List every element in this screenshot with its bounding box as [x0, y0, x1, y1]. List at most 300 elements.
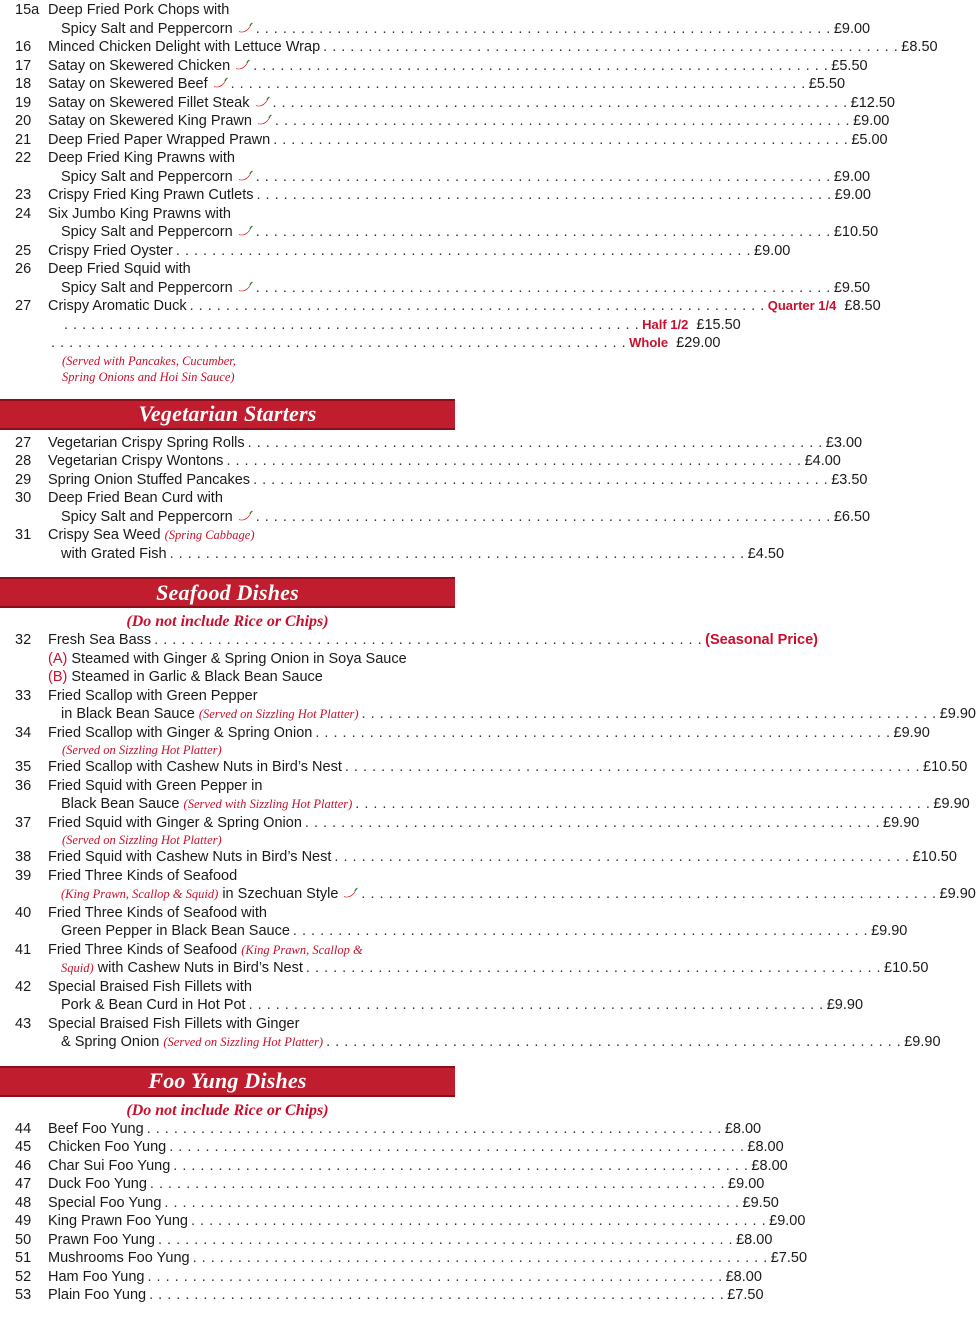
menu-item: [0, 1286, 764, 1305]
menu-item: [0, 334, 721, 353]
item-number: 42: [15, 978, 32, 995]
menu-item: [0, 631, 818, 650]
section-title: Seafood Dishes: [156, 579, 299, 605]
item-name-group: [48, 260, 191, 279]
item-name-group: [48, 1249, 190, 1268]
item-text: [48, 1, 449, 20]
item-name: Char Sui Foo Yung: [48, 1157, 171, 1174]
item-price: £9.90: [933, 796, 970, 812]
item-text: [48, 1231, 773, 1250]
item-number: 24: [15, 205, 32, 222]
item-text: [48, 1286, 764, 1305]
item-name: Fried Squid with Ginger & Spring Onion: [48, 814, 302, 831]
item-price: £9.90: [893, 724, 930, 741]
item-name: Duck Foo Yung: [48, 1176, 147, 1192]
item-text: [48, 242, 791, 261]
menu-item: [0, 705, 976, 724]
leader-dots: . . . . . . . . . . . . . . . . . . . . . . . . . . . . . . . . . . . . . . . . . . . . . . . . . . . . . . . . . . . . . . . .: [192, 1250, 768, 1266]
item-number: 41: [15, 941, 32, 958]
item-name: Deep Fried Pork Chops with: [48, 2, 230, 18]
item-name: Crispy Sea Weed: [48, 527, 161, 543]
item-name: Satay on Skewered King Prawn: [48, 113, 252, 129]
item-price: £4.00: [804, 453, 841, 469]
item-text: [61, 705, 976, 724]
item-price: £15.50: [696, 316, 741, 333]
menu-item: [0, 996, 864, 1015]
leader-dots: . . . . . . . . . . . . . . . . . . . . . . . . . . . . . . . . . . . . . . . . . . . . . . . . . . . . . . . . . . . . . . . .: [304, 814, 881, 831]
item-name-group: [48, 434, 245, 453]
portion-label: Half 1/2: [642, 316, 689, 332]
item-price: £3.50: [831, 471, 868, 488]
item-text: [61, 996, 864, 1015]
item-text: [48, 94, 895, 113]
seafood-list: [0, 687, 976, 1052]
item-text: [61, 279, 871, 298]
leader-dots: . . . . . . . . . . . . . . . . . . . . . . . . . . . . . . . . . . . . . . . . . . . . . . . . . . . . . . . . . . . . . . . .: [361, 706, 937, 722]
item-price: £8.00: [736, 1231, 773, 1248]
leader-dots: . . . . . . . . . . . . . . . . . . . . . . . . . . . . . . . . . . . . . . . . . . . . . . . . . . . . . . . . . . . . . . . .: [189, 298, 765, 314]
menu-item: [0, 38, 938, 57]
menu-item: [0, 724, 930, 743]
menu-item: [0, 186, 871, 205]
item-price: £10.50: [884, 960, 929, 976]
note-line: [0, 742, 455, 758]
item-name: with Cashew Nuts in Bird’s Nest: [97, 960, 303, 976]
item-name: Fried Scallop with Green Pepper: [48, 687, 258, 704]
item-name: Green Pepper in Black Bean Sauce: [61, 923, 290, 939]
chili-icon: [237, 170, 253, 182]
chili-icon: [237, 225, 253, 237]
menu-item: [0, 279, 871, 298]
item-number: 46: [15, 1157, 32, 1174]
item-price: £3.00: [825, 434, 863, 451]
item-name: Deep Fried Bean Curd with: [48, 490, 223, 506]
item-price: £4.50: [747, 545, 785, 562]
item-name: Spicy Salt and Peppercorn: [61, 20, 233, 37]
item-price: £9.90: [939, 706, 976, 722]
leader-dots: . . . . . . . . . . . . . . . . . . . . . . . . . . . . . . . . . . . . . . . . . . . . . . . . . . . . . . . . . . . . . . . .: [146, 1120, 722, 1137]
section-subtitle: (Do not include Rice or Chips): [126, 613, 329, 630]
item-name-group: [48, 1157, 170, 1176]
item-name-group: [48, 1120, 144, 1139]
item-name-group: [48, 1231, 155, 1250]
menu-item: [0, 112, 890, 131]
item-text: [48, 777, 449, 796]
item-number: 45: [15, 1139, 32, 1155]
menu-item: [0, 1157, 788, 1176]
item-text: [61, 885, 976, 904]
menu-item: [0, 1015, 455, 1034]
item-text: [61, 545, 785, 564]
item-price: £10.50: [912, 849, 957, 865]
item-text: [48, 489, 449, 508]
item-text: [48, 452, 841, 471]
item-price: £8.50: [844, 298, 881, 314]
item-name-group: [48, 57, 250, 76]
item-text: [48, 1015, 449, 1034]
item-price: £8.50: [901, 39, 938, 55]
leader-dots: . . . . . . . . . . . . . . . . . . . . . . . . . . . . . . . . . . . . . . . . . . . . . . . . . . . . . . . . . . . . . . . .: [344, 759, 921, 775]
duck-note-line: Spring Onions and Hoi Sin Sauce): [62, 369, 235, 384]
item-price: £12.50: [850, 94, 895, 111]
item-name-group: [48, 489, 223, 508]
section-subtitle: (Do not include Rice or Chips): [126, 1101, 329, 1119]
leader-dots: . . . . . . . . . . . . . . . . . . . . . . . . . . . . . . . . . . . . . . . . . . . . . . . . . . . . . . . . . . . . . . . .: [255, 279, 831, 296]
portion-label: Whole: [629, 335, 669, 350]
item-price: £9.90: [904, 1034, 941, 1050]
item-name-group: [48, 297, 187, 316]
item-price: £9.00: [754, 242, 791, 259]
item-name: Plain Foo Yung: [48, 1287, 147, 1303]
menu-item: [0, 260, 455, 279]
item-name: Spicy Salt and Peppercorn: [61, 508, 233, 525]
item-text: [48, 205, 449, 224]
item-name: Deep Fried Squid with: [48, 261, 191, 277]
item-text: [61, 959, 929, 978]
chili-icon: [237, 281, 253, 293]
item-price: £9.00: [853, 113, 890, 129]
item-name: King Prawn Foo Yung: [48, 1213, 188, 1229]
item-number: 16: [15, 39, 32, 55]
item-name: Pork & Bean Curd in Hot Pot: [61, 997, 246, 1013]
leader-dots: . . . . . . . . . . . . . . . . . . . . . . . . . . . . . . . . . . . . . . . . . . . . . . . . . . . . . . . . . . . . . . . .: [248, 997, 824, 1013]
item-note: (King Prawn, Scallop & Squid): [61, 887, 219, 901]
leader-dots: . . . . . . . . . . . . . . . . . . . . . . . . . . . . . . . . . . . . . . . . . . . . . . . . . . . . . . . . . . . . . . . .: [157, 1231, 734, 1248]
item-name: Crispy Fried King Prawn Cutlets: [48, 187, 254, 203]
chili-icon: [254, 96, 270, 108]
item-price: £9.90: [826, 997, 864, 1013]
menu-item: [0, 1138, 784, 1157]
item-price: £9.90: [883, 814, 920, 831]
item-price: £8.00: [751, 1157, 788, 1174]
menu-item: [0, 316, 741, 335]
leader-dots: . . . . . . . . . . . . . . . . . . . . . . . . . . . . . . . . . . . . . . . . . . . . . . . . . . . . . . . . . . . . . . . .: [272, 94, 848, 111]
item-text: [61, 795, 970, 814]
menu-item: [0, 1175, 765, 1194]
menu-item: [0, 223, 879, 242]
item-price: £29.00: [676, 335, 721, 351]
leader-dots: . . . . . . . . . . . . . . . . . . . . . . . . . . . . . . . . . . . . . . . . . . . . . . . . . . . . . . . . . . . . . . . .: [323, 39, 899, 55]
option-text: Steamed with Ginger & Spring Onion in Soya Sauce: [71, 650, 407, 667]
item-name-group: [61, 508, 253, 527]
item-text: [48, 334, 721, 353]
item-number: 27: [15, 298, 32, 314]
item-name: Six Jumbo King Prawns with: [48, 205, 231, 222]
item-price: £9.90: [871, 923, 908, 939]
item-text: [48, 38, 938, 57]
item-name: Fried Three Kinds of Seafood: [48, 941, 238, 958]
item-number: 36: [15, 777, 32, 794]
item-name: Fried Scallop with Cashew Nuts in Bird’s Nest: [48, 759, 342, 775]
item-price: £6.50: [833, 508, 871, 525]
item-name: Fried Three Kinds of Seafood: [48, 867, 238, 884]
item-name-group: [61, 545, 167, 564]
item-name: Chicken Foo Yung: [48, 1139, 167, 1155]
leader-dots: . . . . . . . . . . . . . . . . . . . . . . . . . . . . . . . . . . . . . . . . . . . . . . . . . . . . . . . . . . . . . . . .: [253, 471, 829, 488]
menu-item: [0, 687, 455, 706]
item-note: (Served on Sizzling Hot Platter): [163, 1035, 324, 1049]
leader-dots: . . . . . . . . . . . . . . . . . . . . . . . . . . . . . . . . . . . . . . . . . . . . . . . . . . . . . . . . . . . . . . . .: [305, 960, 882, 976]
item-name: Fried Squid with Cashew Nuts in Bird’s Nest: [48, 849, 332, 865]
section-title: Foo Yung Dishes: [148, 1068, 307, 1093]
menu-item: [0, 1268, 762, 1287]
chili-icon: [256, 114, 272, 126]
item-name: Mushrooms Foo Yung: [48, 1250, 190, 1266]
leader-dots: . . . . . . . . . . . . . . . . . . . . . . . . . . . . . . . . . . . . . . . . . . . . . . . . . . . . . . . . . . . . . . . .: [326, 1034, 902, 1050]
item-name: Crispy Aromatic Duck: [48, 298, 187, 314]
item-number: 29: [15, 471, 32, 488]
menu-item: [0, 777, 455, 796]
item-name-group: [61, 20, 253, 39]
leader-dots: . . . . . . . . . . . . . . . . . . . . . . . . . . . . . . . . . . . . . . . . . . . . . . . . . . . . . . . . . . . . . . . .: [253, 57, 829, 74]
item-text: [48, 471, 868, 490]
option-line: [0, 668, 455, 687]
menu-item: [0, 885, 976, 904]
item-name: Spicy Salt and Peppercorn: [61, 224, 233, 240]
item-name-group: [61, 922, 290, 941]
item-text: [48, 186, 871, 205]
menu-item: [0, 795, 970, 814]
leader-dots: . . . . . . . . . . . . . . . . . . . . . . . . . . . . . . . . . . . . . . . . . . . . . . . . . . . . . . . . . . . . . . . .: [173, 1157, 749, 1174]
leader-dots: . . . . . . . . . . . . . . . . . . . . . . . . . . . . . . . . . . . . . . . . . . . . . . . . . . . . . . . . . . . . . . . .: [149, 1176, 726, 1192]
item-name-group: [48, 687, 258, 706]
item-name-group: [48, 205, 231, 224]
item-name: Ham Foo Yung: [48, 1268, 145, 1285]
section-header-seafood: [0, 577, 455, 608]
menu-item: [0, 1, 455, 20]
item-number: 15a: [15, 2, 40, 18]
item-price: £7.50: [770, 1250, 808, 1266]
item-number: 21: [15, 131, 32, 148]
item-number: 22: [15, 150, 32, 166]
leader-dots: . . . . . . . . . . . . . . . . . . . . . . . . . . . . . . . . . . . . . . . . . . . . . . . . . . . . . . . . . . . . . . . .: [255, 20, 831, 37]
note-line: [0, 832, 455, 848]
item-name-group: [48, 724, 312, 743]
menu-item: [0, 1212, 806, 1231]
item-name-group: [48, 112, 272, 131]
item-text: [48, 1212, 806, 1231]
leader-dots: . . . . . . . . . . . . . . . . . . . . . . . . . . . . . . . . . . . . . . . . . . . . . . . . . . . . . . . . . . . . . . . .: [230, 76, 806, 92]
menu-item: [0, 168, 871, 187]
item-number: 52: [15, 1268, 32, 1285]
item-name-group: [61, 279, 253, 298]
item-name-group: [48, 1, 229, 20]
leader-dots: . . . . . . . . . . . . . . . . . . . . . . . . . . . . . . . . . . . . . . . . . . . . . . . . . . . . . . . . . . . . . . . .: [292, 923, 869, 939]
item-name-group: [48, 1286, 146, 1305]
item-name-group: [48, 1138, 166, 1157]
item-text: [48, 1249, 808, 1268]
item-text: [48, 149, 449, 168]
menu-item: [0, 57, 868, 76]
item-number: 20: [15, 113, 32, 129]
item-name-group: [61, 996, 246, 1015]
chili-icon: [237, 22, 253, 34]
menu-item: [0, 814, 920, 833]
option-line: [0, 650, 455, 669]
leader-dots: . . . . . . . . . . . . . . . . . . . . . . . . . . . . . . . . . . . . . . . . . . . . . . . . . . . . . . . . . . . . . . . .: [226, 453, 802, 469]
item-text: [48, 75, 846, 94]
menu-item: [0, 922, 908, 941]
item-name: Vegetarian Crispy Spring Rolls: [48, 434, 245, 451]
item-text: [48, 1157, 788, 1176]
portion-label: Quarter 1/4: [767, 298, 837, 313]
item-name: Special Braised Fish Fillets with Ginger: [48, 1015, 300, 1032]
item-name-group: [48, 186, 254, 205]
item-name: Special Foo Yung: [48, 1194, 162, 1211]
item-number: 51: [15, 1250, 32, 1266]
leader-dots: . . . . . . . . . . . . . . . . . . . . . . . . . . . . . . . . . . . . . . . . . . . . . . . . . . . . . . . . . . . . . . . .: [334, 849, 910, 865]
item-note: (Served on Sizzling Hot Platter): [62, 833, 222, 847]
item-number: 48: [15, 1194, 32, 1211]
item-text: [61, 922, 908, 941]
menu-item: [0, 94, 895, 113]
item-text: [61, 508, 871, 527]
item-name-group: [61, 168, 253, 187]
option-letter: (B): [48, 669, 68, 685]
item-number: 37: [15, 814, 32, 831]
duck-note-line: (Served with Pancakes, Cucumber,: [62, 353, 236, 368]
item-price: £10.50: [923, 759, 968, 775]
menu-item: [0, 452, 841, 471]
item-number: 26: [15, 261, 32, 277]
item-name: Fried Three Kinds of Seafood with: [48, 904, 267, 921]
item-price: £9.00: [769, 1213, 806, 1229]
option-text: Steamed in Garlic & Black Bean Sauce: [71, 669, 323, 685]
item-number: 33: [15, 687, 32, 704]
item-number: 43: [15, 1015, 32, 1032]
chili-icon: [212, 77, 228, 89]
item-text: [48, 687, 449, 706]
item-price: £9.00: [834, 187, 871, 203]
item-name-group: [61, 795, 352, 814]
item-name-group: [48, 867, 237, 886]
item-text: [48, 1175, 765, 1194]
menu-item: [0, 867, 455, 886]
item-name: Fried Squid with Green Pepper in: [48, 777, 263, 794]
menu-item: [0, 1249, 808, 1268]
chili-icon: [237, 510, 253, 522]
item-text: [48, 260, 449, 279]
menu-item: [0, 131, 888, 150]
item-text: [48, 1120, 762, 1139]
item-price: £8.00: [725, 1268, 762, 1285]
item-name-group: [61, 959, 303, 978]
item-text: [48, 814, 920, 833]
menu-item: [0, 1194, 779, 1213]
item-text: [48, 1268, 762, 1287]
item-price: £10.50: [833, 224, 879, 240]
item-note: (Served on Sizzling Hot Platter): [198, 707, 359, 721]
menu-item: [0, 848, 957, 867]
item-name: Fried Scallop with Ginger & Spring Onion: [48, 724, 313, 741]
leader-dots: . . . . . . . . . . . . . . . . . . . . . . . . . . . . . . . . . . . . . . . . . . . . . . . . . . . . . . . . . . . . . . . .: [149, 1287, 725, 1303]
leader-dots: . . . . . . . . . . . . . . . . . . . . . . . . . . . . . . . . . . . . . . . . . . . . . . . . . . . . . . . . . . . . . . . .: [361, 886, 937, 902]
leader-dots: . . . . . . . . . . . . . . . . . . . . . . . . . . . . . . . . . . . . . . . . . . . . . . . . . . . . . . . . . . . . . . . .: [51, 335, 627, 351]
item-name: Spicy Salt and Peppercorn: [61, 168, 233, 185]
menu-item: [0, 434, 863, 453]
item-name-group: [48, 941, 363, 960]
item-number: 23: [15, 187, 32, 203]
item-name: Deep Fried King Prawns with: [48, 150, 235, 166]
leader-dots: . . . . . . . . . . . . . . . . . . . . . . . . . . . . . . . . . . . . . . . . . . . . . . . . . . . . . . . . . . . . . . . .: [147, 1268, 723, 1285]
duck-note: [0, 353, 455, 385]
menu-item: [0, 471, 868, 490]
item-name-group: [61, 705, 359, 724]
item-name: Minced Chicken Delight with Lettuce Wrap: [48, 39, 321, 55]
item-price: £7.50: [727, 1287, 764, 1303]
item-number: 30: [15, 490, 32, 506]
leader-dots: . . . . . . . . . . . . . . . . . . . . . . . . . . . . . . . . . . . . . . . . . . . . . . . . . . . . . . . . . . . . . . . .: [247, 434, 823, 451]
item-name-group: [61, 223, 253, 242]
item-name: Deep Fried Paper Wrapped Prawn: [48, 131, 271, 148]
item-note: (Spring Cabbage): [164, 528, 255, 542]
leader-dots: . . . . . . . . . . . . . . . . . . . . . . . . . . . . . . . . . . . . . . . . . . . . . . . . . . . . . . . . . . . . . . . .: [274, 113, 851, 129]
item-price: £5.50: [808, 76, 846, 92]
item-name: Prawn Foo Yung: [48, 1231, 155, 1248]
leader-dots: . . . . . . . . . . . . . . . . . . . . . . . . . . . . . . . . . . . . . . . . . . . . . . . . . . . . . . . . . . . . . . . .: [64, 316, 640, 333]
section-title: Vegetarian Starters: [138, 401, 317, 426]
item-text: [48, 57, 868, 76]
item-name: & Spring Onion: [61, 1034, 160, 1050]
menu-item: [0, 1231, 773, 1250]
item-name-group: [48, 848, 331, 867]
item-text: [61, 1033, 941, 1052]
item-number: 31: [15, 527, 32, 543]
starters-list: [0, 1, 938, 353]
item-name-group: [48, 242, 173, 261]
menu-item: [0, 149, 455, 168]
item-price: £9.50: [742, 1194, 779, 1211]
item-name: Fresh Sea Bass: [48, 632, 152, 648]
chili-icon: [234, 59, 250, 71]
item-name-group: [48, 1268, 144, 1287]
item-text: [48, 941, 449, 960]
item-name-group: [48, 94, 270, 113]
menu-item: [0, 297, 881, 316]
item-number: 25: [15, 242, 32, 259]
menu-item: [0, 205, 455, 224]
item-price: £9.90: [939, 886, 976, 902]
item-text: [48, 758, 968, 777]
item-number: 50: [15, 1231, 32, 1248]
item-name: Crispy Fried Oyster: [48, 242, 173, 259]
leader-dots: . . . . . . . . . . . . . . . . . . . . . . . . . . . . . . . . . . . . . . . . . . . . . . . . . . . . . . . . . . . . . . . .: [169, 1139, 745, 1155]
item-price: £8.00: [724, 1120, 762, 1137]
leader-dots: . . . . . . . . . . . . . . . . . . . . . . . . . . . . . . . . . . . . . . . . . . . . . . . . . . . . . . . . . . . . . . . .: [255, 508, 831, 525]
item-price: £9.00: [833, 20, 871, 37]
leader-dots: . . . . . . . . . . . . . . . . . . . . . . . . . . . . . . . . . . . . . . . . . . . . . . . . . . . . . . . . . . . . . . . .: [175, 242, 752, 259]
item-name-group: [48, 904, 267, 923]
item-note: (Served with Sizzling Hot Platter): [183, 797, 353, 811]
leader-dots: . . . . . . . . . . . . . . . . . . . . . . . . . . . . . . . . . . . . . . . . . . . . . . . . . . . . . . . . . . . . . . . .: [191, 1213, 767, 1229]
leader-dots: . . . . . . . . . . . . . . . . . . . . . . . . . . . . . . . . . . . . . . . . . . . . . . . . . . . . . . . . . . . . . . . .: [255, 168, 831, 185]
item-name-group: [48, 1015, 299, 1034]
menu-item: [0, 20, 871, 39]
leader-dots: . . . . . . . . . . . . . . . . . . . . . . . . . . . . . . . . . . . . . . . . . . . . . . . . . . . . . . . . . . . . . . . .: [273, 131, 849, 148]
item-number: 49: [15, 1213, 32, 1229]
item-text: [48, 904, 449, 923]
item-text: [61, 223, 879, 242]
chili-icon: [342, 887, 358, 899]
item-name-group: [48, 1212, 188, 1231]
item-number: 34: [15, 724, 32, 741]
item-number: 44: [15, 1120, 32, 1137]
item-number: 39: [15, 867, 32, 884]
item-name-group: [48, 1194, 161, 1213]
item-name: Vegetarian Crispy Wontons: [48, 453, 224, 469]
menu-item: [0, 941, 455, 960]
item-text: [48, 724, 930, 743]
